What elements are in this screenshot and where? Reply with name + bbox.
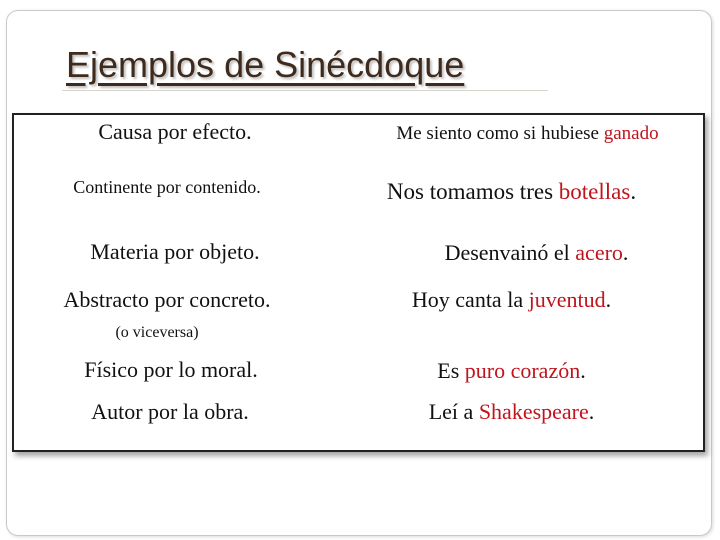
example-text: . bbox=[630, 179, 637, 204]
example-highlight: juventud bbox=[528, 287, 606, 312]
example-cell bbox=[320, 287, 703, 313]
examples-table bbox=[12, 113, 705, 452]
example-highlight: Shakespeare bbox=[478, 399, 589, 424]
example-cell bbox=[352, 123, 703, 145]
example-highlight: ganado bbox=[603, 123, 659, 144]
example-cell bbox=[320, 179, 703, 205]
figure-type-cell: Continente por contenido. bbox=[73, 177, 261, 197]
figure-type-cell: Autor por la obra. bbox=[91, 399, 249, 424]
example-text: . bbox=[622, 240, 629, 265]
example-text: . bbox=[580, 358, 586, 383]
example-text: . bbox=[588, 399, 595, 424]
slide-title: Ejemplos de Sinécdoque bbox=[66, 44, 465, 85]
example-text: Es bbox=[437, 358, 465, 383]
title-divider bbox=[62, 90, 548, 91]
example-highlight: acero bbox=[575, 240, 623, 265]
example-cell bbox=[320, 358, 703, 384]
example-text: Nos tomamos tres bbox=[386, 179, 559, 204]
figure-type-column bbox=[14, 115, 320, 450]
figure-type-cell: Abstracto por concreto. bbox=[63, 287, 271, 312]
figure-type-cell: Materia por objeto. bbox=[90, 239, 260, 264]
example-text: Desenvainó el bbox=[444, 240, 576, 265]
figure-type-note: (o viceversa) bbox=[115, 324, 199, 341]
example-highlight: botellas bbox=[558, 179, 631, 204]
example-text: Leí a bbox=[428, 399, 479, 424]
example-text: Hoy canta la bbox=[411, 287, 529, 312]
example-text: . bbox=[605, 287, 612, 312]
example-column bbox=[320, 115, 703, 450]
example-cell bbox=[320, 399, 703, 425]
example-highlight: puro corazón bbox=[464, 358, 581, 383]
example-text: Me siento como si hubiese bbox=[396, 123, 604, 144]
figure-type-cell: Físico por lo moral. bbox=[84, 357, 258, 382]
figure-type-cell: Causa por efecto. bbox=[98, 119, 252, 144]
example-cell bbox=[370, 240, 703, 266]
